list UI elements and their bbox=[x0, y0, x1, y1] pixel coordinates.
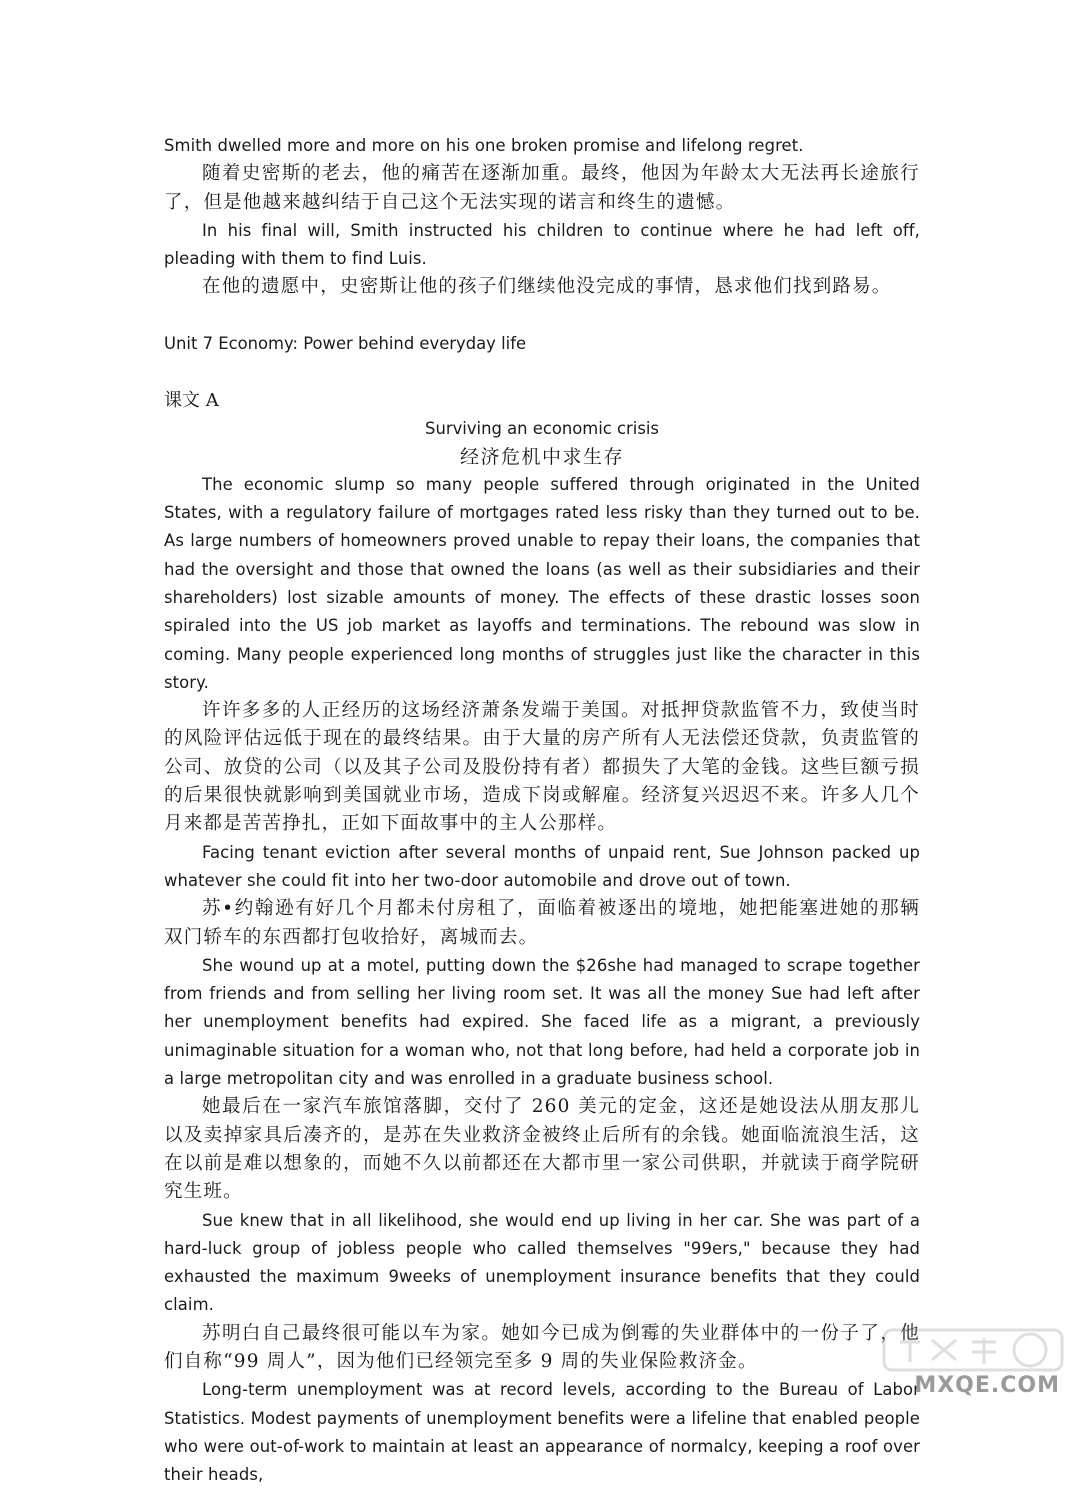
paragraph-en-smith-regret: Smith dwelled more and more on his one broken promise and lifelong regret. bbox=[164, 136, 804, 155]
paragraph-en-long-term-unemployment: Long-term unemployment was at record levels, according to the Bureau of Labor Statistics. Modest payments of unemployment benefits were a lifeline that enabled people who were out-of-work to maintain at least an appearance of normalcy, keeping a roof over their heads, bbox=[164, 1380, 920, 1485]
article-title-zh: 经济危机中求生存 bbox=[459, 445, 624, 468]
paragraph-zh-final-will: 在他的遗愿中，史密斯让他的孩子们继续他没完成的事情，恳求他们找到路易。 bbox=[202, 276, 892, 298]
paragraph-en-99ers: Sue knew that in all likelihood, she would end up living in her car. She was part of a hard-luck group of jobless people who called themselves "99ers," because they had exhausted the maximum 9weeks of unemployment insurance benefits that they could claim. bbox=[164, 1210, 920, 1315]
paragraph-en-economic-slump: The economic slump so many people suffered through originated in the United States, with a regulatory failure of mortgages rated less risky than they turned out to be. As large numbers of homeowners proved unable to repay their loans, the companies that had the oversight and those that owned the loans (as well as their subsidiaries and their shareholders) lost sizable amounts of money. The effects of these drastic losses soon spiraled into the US job market as layoffs and terminations. The rebound was slow in coming. Many people experienced long months of struggles just like the character in this story. bbox=[164, 474, 920, 692]
paragraph-zh-economic-slump: 许许多多的人正经历的这场经济萧条发端于美国。对抵押贷款监管不力，致使当时的风险评估远低于现在的最终结果。由于大量的房产所有人无法偿还贷款，负责监管的公司、放贷的公司（以及其子公司及股份持有者）都损失了大笔的金钱。这些巨额亏损的后果很快就影响到美国就业市场，造成下岗或解雇。经济复兴迟迟不来。许多人几个月来都是苦苦挣扎，正如下面故事中的主人公那样。 bbox=[164, 700, 920, 835]
paragraph-en-motel: She wound up at a motel, putting down the $26she had managed to scrape together from friends and from selling her living room set. It was all the money Sue had left after her unemployment benefits had expired. She faced life as a migrant, a previously unimaginable situation for a woman who, not that long before, had held a corporate job in a large metropolitan city and was enrolled in a graduate business school. bbox=[164, 955, 920, 1089]
paragraph-zh-99ers: 苏明白自己最终很可能以车为家。她如今已成为倒霉的失业群体中的一份子了，他们自称“99 周人”，因为他们已经领完至多 9 周的失业保险救济金。 bbox=[164, 1322, 920, 1372]
watermark-text: MXQE.COM bbox=[914, 1373, 1060, 1398]
document-page bbox=[164, 132, 920, 1489]
paragraph-zh-smith-regret: 随着史密斯的老去，他的痛苦在逐渐加重。最终，他因为年龄太大无法再长途旅行了，但是他越来越纠结于自己这个无法实现的诺言和终生的遗憾。 bbox=[164, 163, 920, 213]
article-title-en: Surviving an economic crisis bbox=[425, 418, 659, 438]
text-section-label: 课文 A bbox=[164, 389, 219, 411]
paragraph-zh-motel: 她最后在一家汽车旅馆落脚，交付了 260 美元的定金，这还是她设法从朋友那儿以及卖掉家具后凑齐的，是苏在失业救济金被终止后所有的余钱。她面临流浪生活，这在以前是难以想象的，而她不久以前都还在大都市里一家公司供职，并就读于商学院研究生班。 bbox=[164, 1096, 920, 1203]
paragraph-en-final-will: In his final will, Smith instructed his children to continue where he had left off, pleading with them to find Luis. bbox=[164, 220, 920, 269]
unit-title: Unit 7 Economy: Power behind everyday life bbox=[164, 333, 527, 353]
paragraph-en-eviction: Facing tenant eviction after several months of unpaid rent, Sue Johnson packed up whatever she could fit into her two-door automobile and drove out of town. bbox=[164, 842, 920, 890]
paragraph-zh-eviction: 苏•约翰逊有好几个月都未付房租了，面临着被逐出的境地，她把能塞进她的那辆双门轿车的东西都打包收拾好，离城而去。 bbox=[164, 898, 920, 948]
